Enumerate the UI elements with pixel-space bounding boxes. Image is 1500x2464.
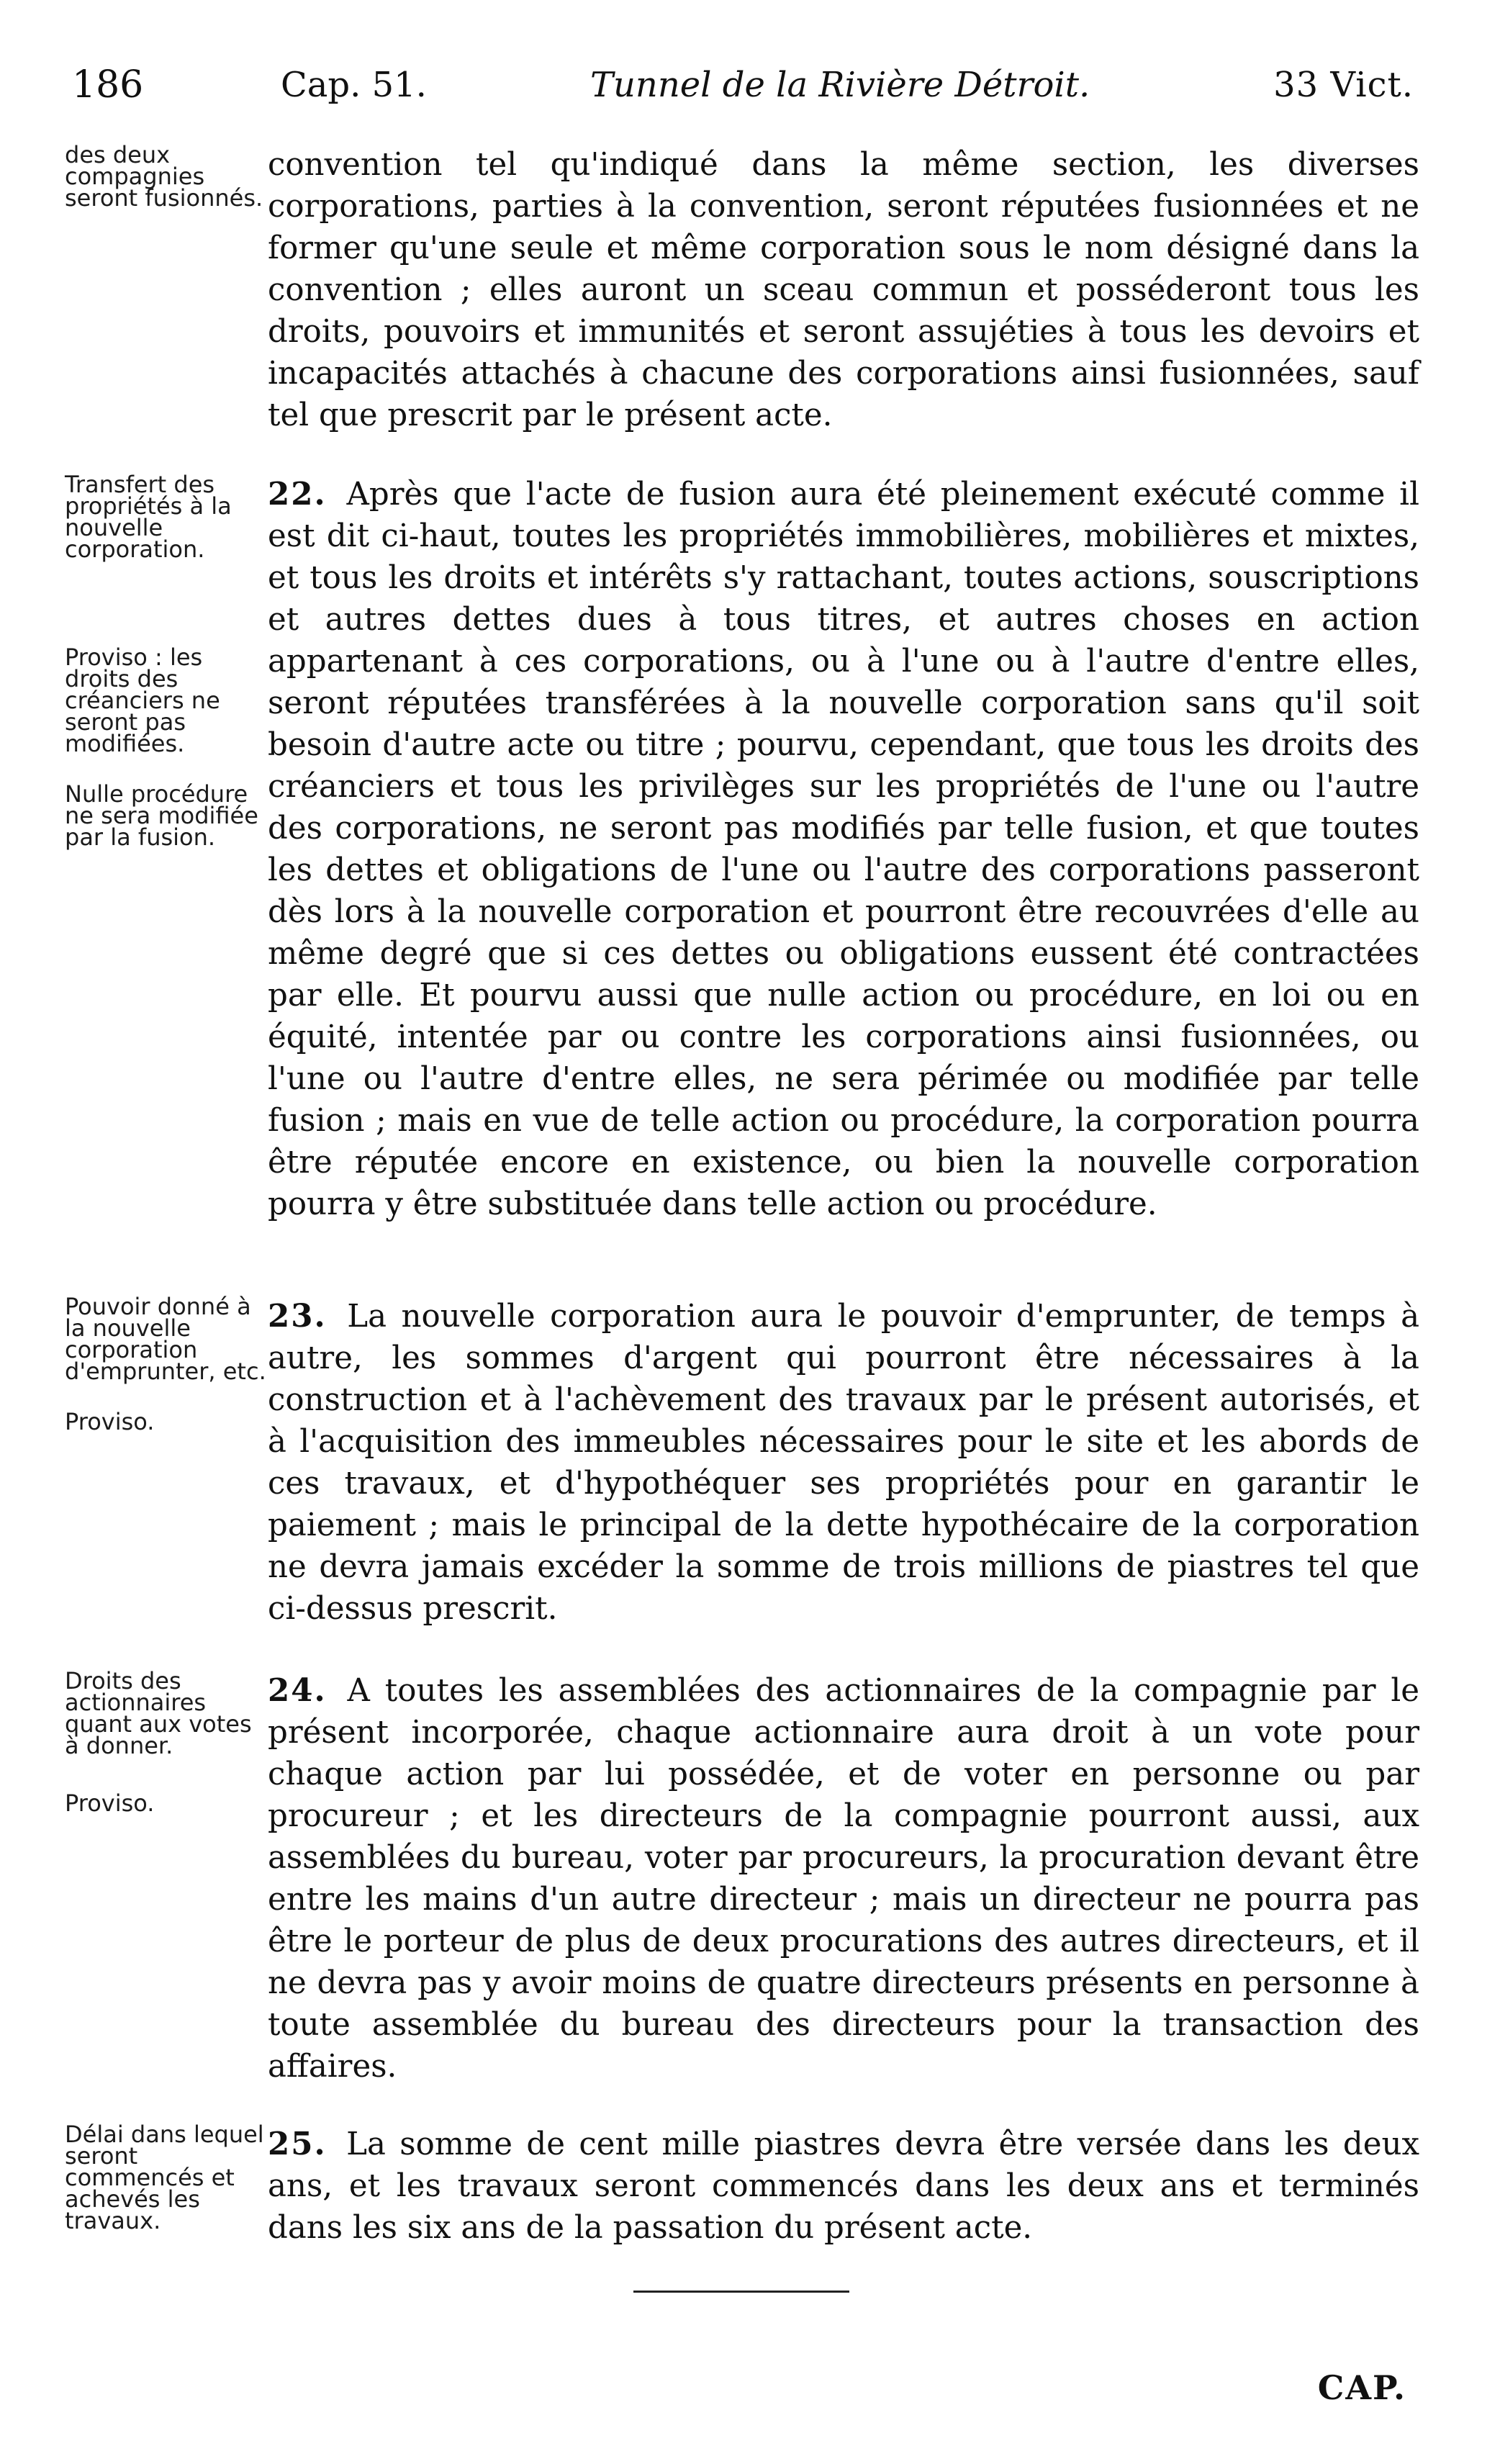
- margin-note: des deux compagnies seront fusionnés.: [65, 141, 263, 212]
- margin-notes: [65, 141, 266, 238]
- margin-notes: [65, 471, 266, 877]
- margin-note: Pouvoir donné à la nouvelle corporation d'emprunter, etc.: [65, 1293, 266, 1385]
- regnal-year: 33 Vict.: [1273, 65, 1414, 105]
- margin-notes: [65, 2121, 266, 2260]
- catchword: CAP.: [1317, 2368, 1406, 2407]
- page-number: 186: [72, 63, 144, 107]
- chapter-label: Cap. 51.: [281, 65, 427, 105]
- section-body: [268, 474, 1419, 1225]
- section-divider-rule: [633, 2291, 849, 2293]
- margin-note: Proviso : les droits des créanciers ne seront pas modifiées.: [65, 644, 220, 757]
- running-title: Tunnel de la Rivière Détroit.: [590, 65, 1090, 105]
- margin-note: Proviso.: [65, 1408, 155, 1435]
- running-header: [72, 56, 1414, 114]
- margin-note: Nulle procédure ne sera modifiée par la fusion.: [65, 780, 258, 851]
- section-body: [268, 144, 1419, 436]
- margin-note: Transfert des propriétés à la nouvelle corporation.: [65, 471, 232, 563]
- margin-note: Droits des actionnaires quant aux votes à donner.: [65, 1667, 252, 1759]
- section-number: 25.: [268, 2126, 327, 2162]
- section-text: Après que l'acte de fusion aura été pleinement exécuté comme il est dit ci-haut, toutes les propriétés immobilières, mobilières et mixtes, et tous les droits et intérêts s'y rattachant, toutes actions, souscriptions et autres dettes dues à tous titres, et autres choses en action appartenant à ces corporations, ou à l'une ou à l'autre d'entre elles, seront réputées transférées à la nouvelle corporation sans qu'il soit besoin d'autre acte ou titre ; pourvu, cependant, que tous les droits des créanciers et tous les privilèges sur les propriétés de l'une ou l'autre des corporations, ne seront pas modifiés par telle fusion, et que toutes les dettes et obligations de l'une ou l'autre des corporations passeront dès lors à la nouvelle corporation et pourront être recouvrées d'elle au même degré que si ces dettes ou obligations eussent été contractées par elle. Et pourvu aussi que nulle action ou procédure, en loi ou en équité, intentée par ou contre les corporations ainsi fusionnées, ou l'une ou l'autre d'entre elles, ne sera périmée ou modifiée par telle fusion ; mais en vue de telle action ou procédure, la corporation pourra être réputée encore en existence, ou bien la nouvelle corporation pourra y être substituée dans telle action ou procédure.: [268, 477, 1419, 1222]
- margin-note: Proviso.: [65, 1790, 155, 1817]
- section-number: 23.: [268, 1298, 327, 1335]
- section-text: La nouvelle corporation aura le pouvoir d'emprunter, de temps à autre, les sommes d'argent qui pourront être nécessaires à la construction et à l'achèvement des travaux par le présent autorisés, et à l'acquisition des immeubles nécessaires pour le site et les abords de ces travaux, et d'hypothéquer ses propriétés pour en garantir le paiement ; mais le principal de la dette hypothécaire de la corporation ne devra jamais excéder la somme de trois millions de piastres tel que ci-dessus prescrit.: [268, 1299, 1420, 1627]
- section-body: [268, 1670, 1419, 2088]
- section-body: [268, 2124, 1419, 2249]
- section-text: La somme de cent mille piastres devra être versée dans les deux ans, et les travaux seront commencés dans les deux ans et terminés dans les six ans de la passation du présent acte.: [268, 2126, 1420, 2246]
- margin-note: Délai dans lequel seront commencés et achevés les travaux.: [65, 2121, 264, 2234]
- margin-notes: [65, 1293, 266, 1461]
- section-number: 24.: [268, 1672, 327, 1709]
- section-text: A toutes les assemblées des actionnaires de la compagnie par le présent incorporée, chaque actionnaire aura droit à un vote pour chaque action par lui possédée, et de voter en personne ou par procureur ; et les directeurs de la compagnie pourront aussi, aux assemblées du bureau, voter par procureurs, la procuration devant être entre les mains d'un autre directeur ; mais un directeur ne pourra pas être le porteur de plus de deux procurations des autres directeurs, et il ne devra pas y avoir moins de quatre directeurs présents en personne à toute assemblée du bureau des directeurs pour la transaction des affaires.: [268, 1673, 1419, 2085]
- section-body: [268, 1296, 1419, 1630]
- margin-notes: [65, 1667, 266, 1843]
- section-text: convention tel qu'indiqué dans la même section, les diverses corporations, parties à la convention, seront réputées fusionnées et ne former qu'une seule et même corporation sous le nom désigné dans la convention ; elles auront un sceau commun et posséderont tous les droits, pouvoirs et immunités et seront assujéties à tous les devoirs et incapacités attachés à chacune des corporations ainsi fusionnées, sauf tel que prescrit par le présent acte.: [268, 147, 1419, 433]
- section-number: 22.: [268, 476, 327, 513]
